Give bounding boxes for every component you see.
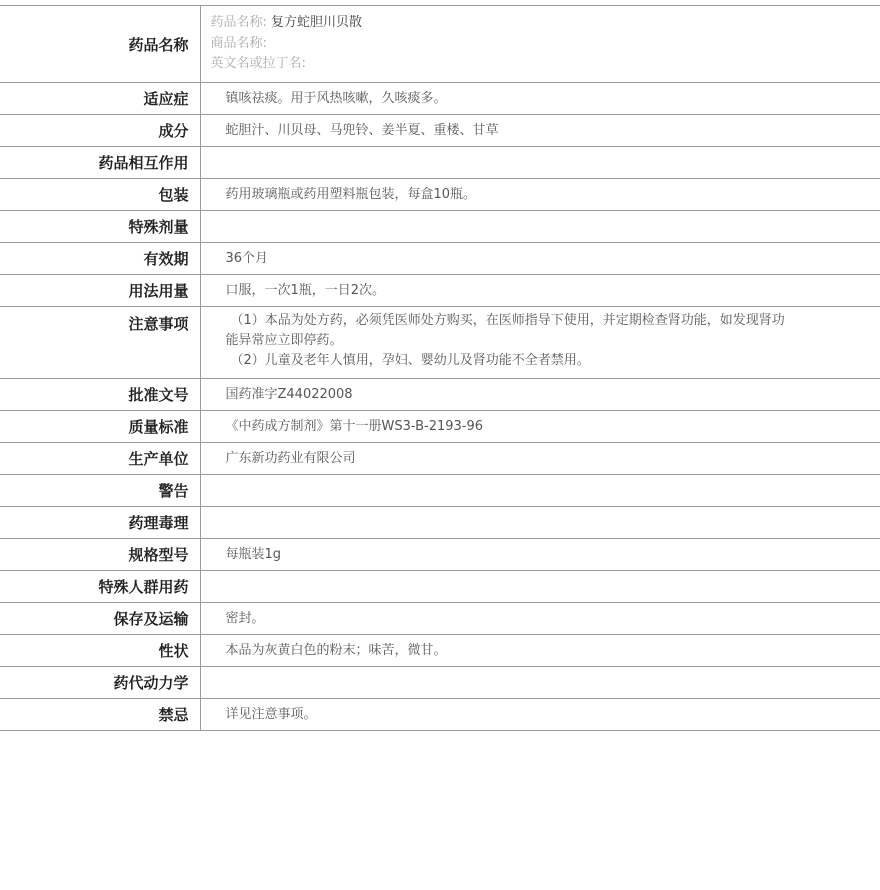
precaution-item-1: （1）本品为处方药，必须凭医师处方购买，在医师指导下使用，并定期检查肾功能，如发现肾功能异常应立即停药。 xyxy=(225,313,785,348)
row-label-precautions: 注意事项 xyxy=(0,307,200,379)
row-value-precautions xyxy=(200,307,880,379)
row-label-usage: 用法用量 xyxy=(0,275,200,307)
row-value-storage: 密封。 xyxy=(200,603,880,635)
generic-name-line xyxy=(211,13,880,34)
english-name-line xyxy=(211,54,880,75)
table-row-standard xyxy=(0,411,880,443)
row-value-manufacturer: 广东新功药业有限公司 xyxy=(200,443,880,475)
row-label-interactions: 药品相互作用 xyxy=(0,147,200,179)
row-label-contraindications: 禁忌 xyxy=(0,699,200,731)
trade-name-caption: 商品名称: xyxy=(210,35,267,51)
table-row-special-population xyxy=(0,571,880,603)
row-label-name: 药品名称 xyxy=(0,6,200,83)
table-row-approval xyxy=(0,379,880,411)
table-row-interactions xyxy=(0,147,880,179)
table-row-ingredients xyxy=(0,115,880,147)
table-row-packaging xyxy=(0,179,880,211)
table-row-name xyxy=(0,6,880,83)
table-row-storage xyxy=(0,603,880,635)
row-value-spec: 每瓶装1g xyxy=(200,539,880,571)
row-value-indication: 镇咳祛痰。用于风热咳嗽，久咳痰多。 xyxy=(200,83,880,115)
row-label-ingredients: 成分 xyxy=(0,115,200,147)
row-label-indication: 适应症 xyxy=(0,83,200,115)
row-label-approval: 批准文号 xyxy=(0,379,200,411)
table-row-pharmacokinetics xyxy=(0,667,880,699)
generic-name-value: 复方蛇胆川贝散 xyxy=(271,15,363,31)
row-value-special-population xyxy=(200,571,880,603)
row-value-character: 本品为灰黄白色的粉末；味苦，微甘。 xyxy=(200,635,880,667)
row-label-shelf-life: 有效期 xyxy=(0,243,200,275)
name-block xyxy=(201,13,880,75)
trade-name-line xyxy=(211,34,880,55)
row-label-special-population: 特殊人群用药 xyxy=(0,571,200,603)
english-name-caption: 英文名或拉丁名: xyxy=(210,56,306,72)
generic-name-caption: 药品名称: xyxy=(210,15,267,31)
row-label-special-dosage: 特殊剂量 xyxy=(0,211,200,243)
table-row-contraindications xyxy=(0,699,880,731)
row-value-name xyxy=(200,6,880,83)
table-row-indication xyxy=(0,83,880,115)
row-value-contraindications: 详见注意事项。 xyxy=(200,699,880,731)
row-value-ingredients: 蛇胆汁、川贝母、马兜铃、姜半夏、重楼、甘草 xyxy=(200,115,880,147)
row-label-spec: 规格型号 xyxy=(0,539,200,571)
table-row-precautions xyxy=(0,307,880,379)
table-row-warning xyxy=(0,475,880,507)
row-value-warning xyxy=(200,475,880,507)
row-value-interactions xyxy=(200,147,880,179)
row-value-shelf-life: 36个月 xyxy=(200,243,880,275)
row-label-manufacturer: 生产单位 xyxy=(0,443,200,475)
row-label-standard: 质量标准 xyxy=(0,411,200,443)
row-value-approval: 国药准字Z44022008 xyxy=(200,379,880,411)
drug-info-table xyxy=(0,5,880,731)
row-label-packaging: 包装 xyxy=(0,179,200,211)
row-label-pharmacology: 药理毒理 xyxy=(0,507,200,539)
row-label-character: 性状 xyxy=(0,635,200,667)
table-row-character xyxy=(0,635,880,667)
row-value-packaging: 药用玻璃瓶或药用塑料瓶包装，每盒10瓶。 xyxy=(200,179,880,211)
row-value-pharmacokinetics xyxy=(200,667,880,699)
table-row-special-dosage xyxy=(0,211,880,243)
table-row-usage xyxy=(0,275,880,307)
table-row-manufacturer xyxy=(0,443,880,475)
table-row-spec xyxy=(0,539,880,571)
precaution-item-2: （2）儿童及老年人慎用，孕妇、婴幼儿及肾功能不全者禁用。 xyxy=(230,353,590,368)
row-value-usage: 口服，一次1瓶，一日2次。 xyxy=(200,275,880,307)
row-value-special-dosage xyxy=(200,211,880,243)
table-row-shelf-life xyxy=(0,243,880,275)
row-label-storage: 保存及运输 xyxy=(0,603,200,635)
table-row-pharmacology xyxy=(0,507,880,539)
row-label-pharmacokinetics: 药代动力学 xyxy=(0,667,200,699)
row-value-standard: 《中药成方制剂》第十一册WS3-B-2193-96 xyxy=(200,411,880,443)
row-value-pharmacology xyxy=(200,507,880,539)
row-label-warning: 警告 xyxy=(0,475,200,507)
